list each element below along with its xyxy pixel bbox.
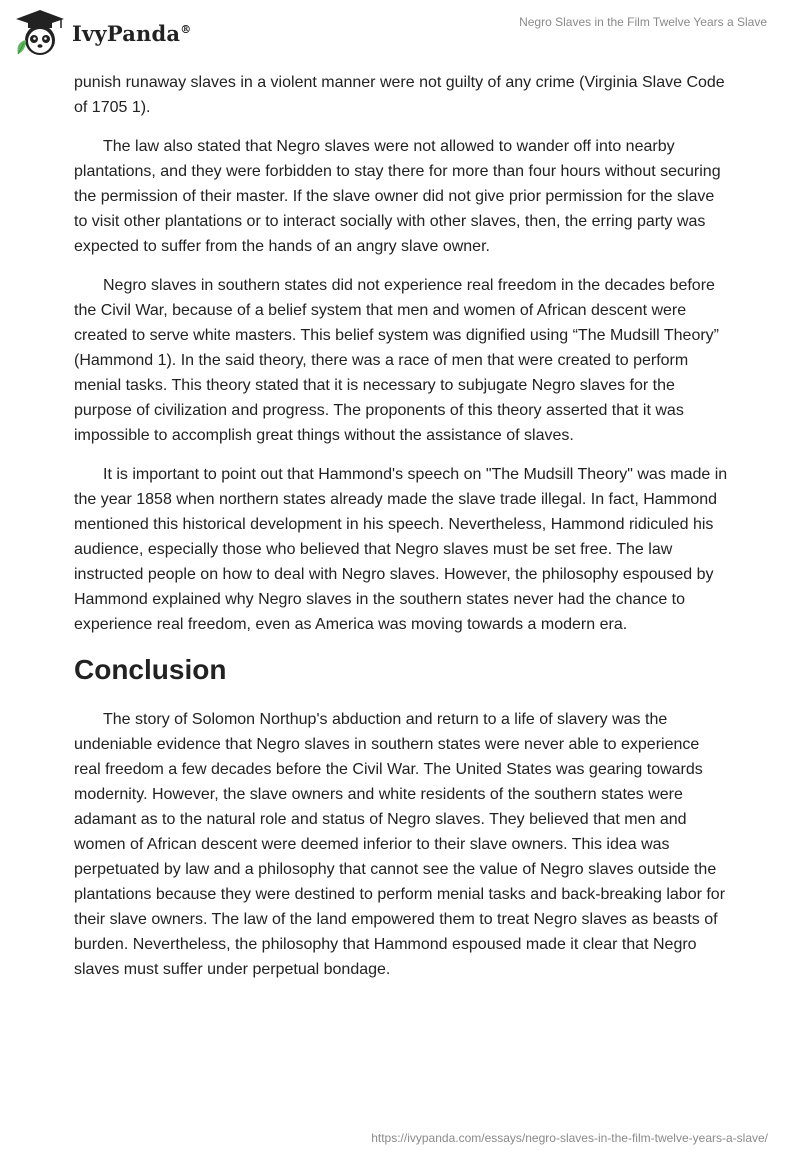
paragraph: The law also stated that Negro slaves were not allowed to wander off into nearby plantations, and they were forbidden to stay there for more than four hours without securing the permission of their master. If the slave owner did not give prior permission for the slave to visit other plantations or to interact socially with other slaves, then, the erring party was expected to suffer from the hands of an angry slave owner. xyxy=(74,138,721,255)
panda-graduate-logo-icon xyxy=(14,8,66,58)
paragraph: The story of Solomon Northup's abduction and return to a life of slavery was the undeniable evidence that Negro slaves in southern states were never able to experience real freedom a few decades before the Civil War. The United States was gearing towards modernity. However, the slave owners and white residents of the southern states were adamant as to the natural role and status of Negro slaves. They believed that men and women of African descent were deemed inferior to their slave owners. This idea was perpetuated by law and a philosophy that cannot see the value of Negro slaves outside the plantations because they were destined to perform menial tasks and back-breaking labor for their slave owners. The law of the land empowered them to treat Negro slaves as beasts of burden. Nevertheless, the philosophy that Hammond espoused made it clear that Negro slaves must suffer under perpetual bondage. xyxy=(74,711,726,978)
ivypanda-logo[interactable] xyxy=(14,8,191,58)
essay-content xyxy=(74,70,728,996)
source-url[interactable]: https://ivypanda.com/essays/negro-slaves-in-the-film-twelve-years-a-slave/ xyxy=(371,1131,768,1145)
paragraph: Negro slaves in southern states did not experience real freedom in the decades before the Civil War, because of a belief system that men and women of African descent were created to serve white masters. This belief system was dignified using “The Mudsill Theory” (Hammond 1). In the said theory, there was a race of men that were created to perform menial tasks. This theory stated that it is necessary to subjugate Negro slaves for the purpose of civilization and progress. The proponents of this theory asserted that it was impossible to accomplish great things without the assistance of slaves. xyxy=(74,277,720,444)
page-header xyxy=(0,0,800,70)
paragraph: It is important to point out that Hammond's speech on "The Mudsill Theory" was made in the year 1858 when northern states already made the slave trade illegal. In fact, Hammond mentioned this historical development in his speech. Nevertheless, Hammond ridiculed his audience, especially those who believed that Negro slaves must be set free. The law instructed people on how to deal with Negro slaves. However, the philosophy espoused by Hammond explained why Negro slaves in the southern states never had the chance to experience real freedom, even as America was moving towards a modern era. xyxy=(74,466,728,633)
paragraph-continued: punish runaway slaves in a violent manner were not guilty of any crime (Virginia Slave Code of 1705 1). xyxy=(74,74,725,116)
brand-name: IvyPanda® xyxy=(72,20,192,46)
section-heading: Conclusion xyxy=(74,654,227,685)
document-title: Negro Slaves in the Film Twelve Years a Slave xyxy=(519,15,767,29)
